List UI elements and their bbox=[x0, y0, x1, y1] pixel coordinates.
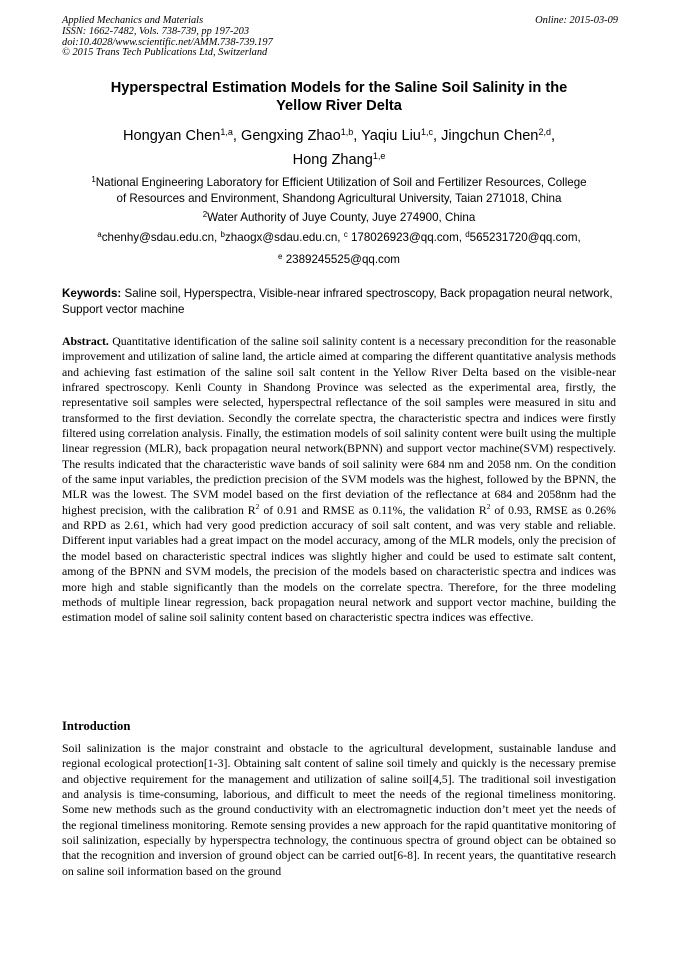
title-line-2: Yellow River Delta bbox=[276, 97, 402, 114]
authors-line-2 bbox=[62, 148, 616, 172]
journal-name: Applied Mechanics and Materials bbox=[62, 15, 204, 26]
author-separator: , bbox=[550, 128, 556, 144]
email-address: 565231720@qq.com, bbox=[469, 231, 581, 244]
section-heading-introduction: Introduction bbox=[62, 719, 131, 733]
author-affiliation-mark: 1,c bbox=[420, 127, 433, 137]
title-line-1: Hyperspectral Estimation Models for the Saline Soil Salinity in the bbox=[110, 80, 568, 96]
affiliation-1 bbox=[62, 175, 616, 206]
author-affiliation-mark: 1,a bbox=[220, 127, 233, 137]
author-separator: , bbox=[232, 128, 241, 144]
superscript: 2 bbox=[255, 501, 260, 511]
doi-line: doi:10.4028/www.scientific.net/AMM.738-739.197 bbox=[62, 36, 273, 48]
introduction-paragraph: Soil salinization is the major constraint and obstacle to the agricultural development, sustainable landuse and regional ecological protection[1-3]. Obtaining salt content of saline soil timely and quickly is the necessary premise and objective requirement for the management and utilization of saline soil[4,5]. The traditional soil investigation and analysis is time-consuming, laborious, and difficult to meet the needs of the regional timeliness monitoring. Some new methods such as the ground conductivity with an electromagnetic induction don’t meet yet the needs of the regional timeliness monitoring. Remote sensing provides a new approach for the rapid quantitative monitoring of soil salinization, especially by hyperspectra technology, the continuous spectra of ground object can be obtained so that the recognition and inversion of ground object can be carried out[6-8]. In recent years, the quantitative research on saline soil information based on the ground bbox=[62, 741, 616, 878]
affiliation-2-text: Water Authority of Juye County, Juye 274900, China bbox=[207, 211, 476, 224]
author-name: Jingchun Chen bbox=[441, 128, 539, 144]
keywords-text: Saline soil, Hyperspectra, Visible-near infrared spectroscopy, Back propagation neural network, Support vector machine bbox=[62, 287, 613, 316]
email-list bbox=[62, 230, 616, 267]
author-name: Hongyan Chen bbox=[122, 128, 221, 144]
author-affiliation-mark: 1,e bbox=[372, 151, 386, 161]
author-name: Gengxing Zhao bbox=[240, 128, 341, 144]
authors-line-1 bbox=[62, 124, 616, 148]
online-date: Online: 2015-03-09 bbox=[535, 15, 618, 26]
email-address: 2389245525@qq.com bbox=[282, 252, 400, 266]
abstract bbox=[62, 334, 616, 626]
email-address: chenhy@sdau.edu.cn, bbox=[101, 231, 221, 244]
author-separator: , bbox=[432, 128, 442, 144]
affiliation-1-line-2: of Resources and Environment, Shandong Agricultural University, Taian 271018, China bbox=[116, 191, 562, 205]
email-address: zhaogx@sdau.edu.cn, bbox=[224, 231, 344, 244]
author-affiliation-mark: 2,d bbox=[538, 127, 551, 137]
paper-title bbox=[62, 80, 616, 115]
affiliation-mark: 1 bbox=[91, 175, 96, 184]
email-mark: d bbox=[465, 230, 470, 239]
affiliation-2 bbox=[62, 210, 616, 226]
abstract-text-3: of 0.93, RMSE as 0.26% and RPD as 2.61, which had very good prediction accuracy of soil salt content, and was very stable and reliable. Different input variables had a great impact on the model accuracy, among of the MLR models, only the precision of the model based on characteristic spectral indices was slightly higher and could be used to estimate salt content, among of the BPNN and SVM models, the precision of the models based on characteristic spectra and indices was more high and stable significantly than the models on the correlate spectra. Therefore, for the three modeling methods of multiple linear regression, back propagation neural network and support vector machine, building the estimation model of saline soil salinity content based on characteristic spectra indices was effective. bbox=[62, 502, 616, 625]
author-separator: , bbox=[353, 128, 362, 144]
email-mark: e bbox=[278, 251, 283, 261]
affiliation-mark: 2 bbox=[202, 210, 208, 219]
author-name: Yaqiu Liu bbox=[361, 128, 421, 144]
issn-line: ISSN: 1662-7482, Vols. 738-739, pp 197-203 bbox=[62, 25, 250, 37]
email-address: 178026923@qq.com, bbox=[347, 231, 466, 244]
keywords-label: Keywords: bbox=[62, 287, 122, 300]
affiliation-1-line-1: National Engineering Laboratory for Efficient Utilization of Soil and Fertilizer Resources, College bbox=[95, 176, 587, 189]
email-mark: c bbox=[343, 230, 348, 239]
abstract-label: Abstract. bbox=[62, 334, 109, 348]
superscript: 2 bbox=[486, 501, 491, 511]
author-affiliation-mark: 1,b bbox=[340, 127, 354, 137]
copyright-line: © 2015 Trans Tech Publications Ltd, Switzerland bbox=[62, 47, 268, 59]
email-mark: a bbox=[97, 230, 102, 239]
keywords bbox=[62, 286, 616, 317]
abstract-text-2: of 0.91 and RMSE as 0.11%, the validation R bbox=[259, 502, 487, 517]
author-list bbox=[62, 124, 616, 172]
journal-header bbox=[62, 16, 618, 59]
author-name: Hong Zhang bbox=[292, 152, 373, 168]
email-mark: b bbox=[220, 230, 225, 239]
abstract-text-1: Quantitative identification of the saline soil salinity content is a necessary precondition for the reasonable improvement and utilization of saline land, the article aimed at comparing the different quantitative analysis methods and achieving fast estimation of the saline soil salt content in the Yellow River Delta based on the visible-near infrared spectroscopy. Kenli County in Shandong Province was selected as the experimental area, firstly, the representative soil samples were selected, hyperspectral reflectance of the soil samples were measured in situ and transformed to the first deviation. Secondly the correlate spectra, the characteristic spectra and indices were firstly filtered using correlation analysis. Finally, the estimation models of soil salinity content were built using the multiple linear regression (MLR), back propagation neural network(BPNN) and support vector machine(SVM) respectively. The results indicated that the characteristic wave bands of soil salinity were 684 nm and 2058 nm. On the condition of the same input variables, the prediction precision of the SVM models was the highest, followed by the BPNN, the MLR was the lowest. The SVM model based on the first deviation of the reflectance at 684 and 2058nm had the highest precision, with the calibration R bbox=[62, 334, 616, 517]
